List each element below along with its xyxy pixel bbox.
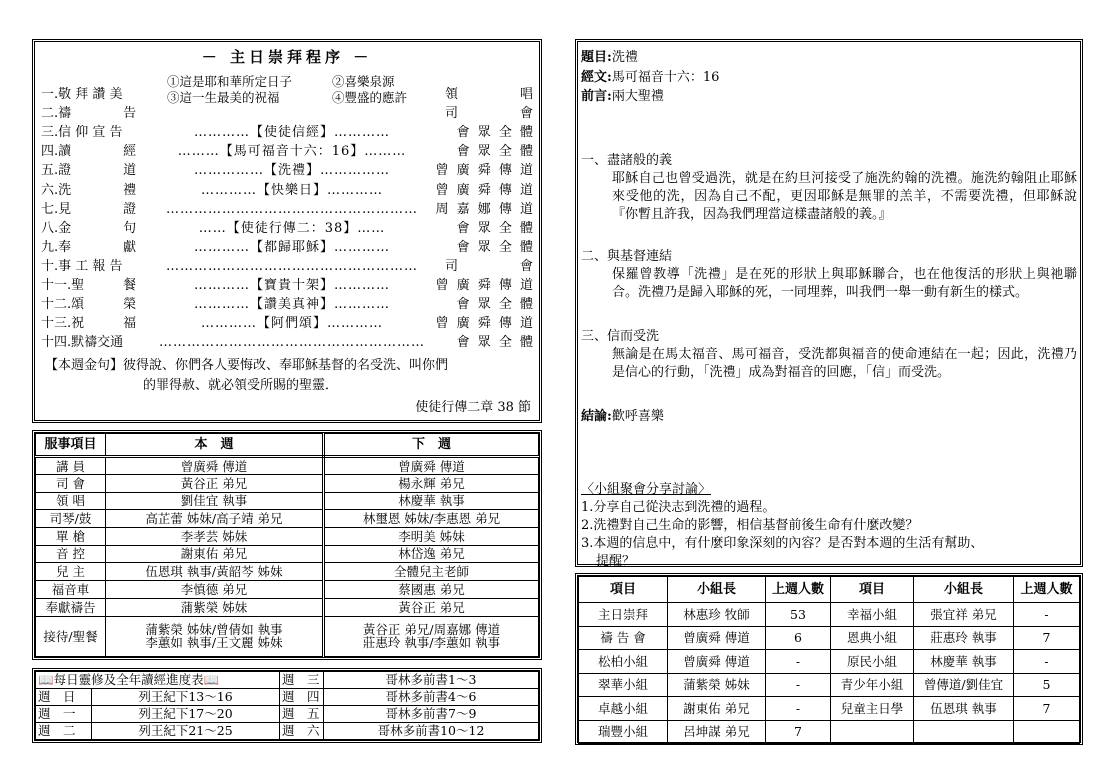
att-item: 翠華小組 [579, 673, 668, 697]
service-row [36, 492, 539, 510]
sermon-intro [581, 85, 664, 104]
service-item: 接待/聖餐 [36, 616, 106, 656]
reading-passage: 哥林多前書1～3 [324, 672, 539, 689]
order-leader: 司 會 [444, 258, 535, 274]
reading-table [35, 671, 539, 740]
service-item: 奉獻禱告 [36, 598, 106, 616]
att-count: 7 [1014, 626, 1080, 650]
sermon-conclusion [581, 405, 664, 424]
reading-passage: 列王紀下21～25 [92, 723, 280, 740]
att-leader: 謝東佑 弟兄 [668, 697, 766, 721]
attendance-table [578, 576, 1080, 744]
praise-song-2: ②喜樂泉源 [332, 74, 395, 89]
att-item: 禱 告 會 [579, 626, 668, 650]
service-next-week: 蔡國惠 弟兄 [324, 581, 539, 599]
att-count: - [766, 650, 831, 674]
att-count: - [766, 697, 831, 721]
att-item: 兒童主日學 [831, 697, 914, 721]
order-content: ……【使徒行傳二：38】…… [198, 220, 386, 236]
reception-this-week-2: 李蕙如 執事/王文麗 姊妹 [145, 635, 283, 651]
att-header-count-2: 上週人數 [1014, 577, 1080, 603]
service-row [36, 598, 539, 616]
order-leader: 會 眾 全 體 [456, 125, 535, 141]
att-leader: 曾廣舜 傳道 [668, 626, 766, 650]
attendance-box [575, 573, 1083, 745]
order-label: 一.敬 拜 讚 美 [41, 87, 123, 102]
order-label: 八.金 句 [41, 220, 137, 236]
reading-row [36, 723, 539, 740]
att-leader: 莊惠玲 執事 [914, 626, 1014, 650]
reading-plan [32, 668, 542, 743]
service-item: 司 會 [36, 474, 106, 492]
service-header-this-week: 本 週 [106, 434, 324, 457]
service-this-week: 謝東佑 弟兄 [106, 545, 324, 563]
att-leader: 張宜祥 弟兄 [914, 603, 1014, 627]
order-content: …………【都歸耶穌】………… [193, 239, 390, 255]
conclusion-value: 歡呼喜樂 [611, 409, 664, 424]
service-this-week: 李慎德 弟兄 [106, 581, 324, 599]
reading-day: 週 六 [280, 723, 324, 740]
question-2: 2.洗禮對自己生命的影響，相信基督前後生命有什麼改變？ [581, 518, 919, 533]
order-label: 十四.默禱交通 [41, 335, 124, 351]
att-leader: 蒲紫榮 姊妹 [668, 673, 766, 697]
order-leader: 曾 廣 舜 傳 道 [435, 316, 535, 332]
att-item: 青少年小組 [831, 673, 914, 697]
reading-passage: 哥林多前書4～6 [324, 689, 539, 706]
order-leader: 曾 廣 舜 傳 道 [435, 278, 535, 293]
att-header-leader: 小組長 [668, 577, 766, 603]
att-leader: 曾廣舜 傳道 [668, 650, 766, 674]
attendance-row [579, 603, 1080, 627]
service-item: 單 槍 [36, 528, 106, 546]
group-title: 〈小組聚會分享討論〉 [581, 482, 712, 497]
att-leader: 伍恩琪 執事 [914, 697, 1014, 721]
service-this-week: 蒲紫榮 姊妹 [106, 598, 324, 616]
att-leader: 曾傳道/劉佳宜 [914, 673, 1014, 697]
topic-label: 題目: [581, 50, 612, 65]
order-row [41, 314, 535, 333]
reading-passage: 列王紀下17～20 [92, 706, 280, 723]
reading-day: 週 三 [280, 672, 324, 689]
service-next-week: 黃谷正 弟兄 [324, 598, 539, 616]
reception-this-week-1: 蒲紫榮 姊妹/曾倩如 執事 [145, 622, 283, 638]
order-label: 六.洗 禮 [41, 182, 137, 198]
topic-value: 洗禮 [611, 50, 638, 65]
attendance-row [579, 697, 1080, 721]
service-next-week: 全體兒主老師 [324, 563, 539, 581]
praise-song-3: ③這一生最美的祝福 [167, 90, 280, 105]
order-content: ……………………………………………… [166, 258, 418, 274]
reading-day: 週 二 [36, 723, 92, 740]
point-3-body: 無論是在馬太福音、馬可福音，受洗都與福音的使命連結在一起；因此，洗禮乃是信心的行動，「洗禮」成為對福音的回應，「信」而受洗。 [612, 347, 1077, 380]
conclusion-label: 結論: [581, 409, 612, 424]
order-label: 七.見 證 [41, 201, 137, 217]
service-item: 領 唱 [36, 492, 106, 510]
reading-row [36, 672, 539, 689]
order-leader: 司 會 [444, 106, 535, 122]
reception-next-week-1: 黃谷正 弟兄/周嘉娜 傳道 [362, 622, 501, 638]
praise-song-1: ①這是耶和華所定日子 [167, 74, 293, 89]
service-this-week: 伍恩琪 執事/黃韶芩 姊妹 [106, 563, 324, 581]
order-row [41, 238, 535, 257]
order-content: ……………………………………………… [166, 201, 418, 217]
golden-verse-ref: 使徒行傳二章 38 節 [415, 400, 531, 415]
sermon-box [575, 39, 1083, 567]
reception-next-week-2: 莊惠玲 執事/李蕙如 執事 [362, 635, 501, 651]
service-this-week: 李孝芸 姊妹 [106, 528, 324, 546]
order-row [41, 276, 535, 295]
order-row [41, 295, 535, 314]
intro-label: 前言: [581, 89, 612, 104]
service-this-week: 黃谷正 弟兄 [106, 474, 324, 492]
reading-passage: 哥林多前書7～9 [324, 706, 539, 723]
service-this-week: 高芷蕾 姊妹/高子靖 弟兄 [106, 510, 324, 528]
order-leader: 會 眾 全 體 [456, 239, 535, 255]
attendance-row [579, 673, 1080, 697]
service-this-week: 曾廣舜 傳道 [106, 457, 324, 475]
service-row [36, 545, 539, 563]
order-label: 九.奉 獻 [41, 239, 137, 255]
att-leader [914, 720, 1014, 744]
order-row [41, 200, 535, 219]
sermon-point-1 [581, 152, 1077, 224]
service-next-week: 林岱逸 弟兄 [324, 545, 539, 563]
point-2-body: 保羅曾教導「洗禮」是在死的形狀上與耶穌聯合，也在他復活的形狀上與祂聯合。洗禮乃是歸入耶穌的死，一同埋葬，叫我們一舉一動有新生的樣式。 [612, 267, 1077, 300]
service-row [36, 510, 539, 528]
service-next-week: 楊永輝 弟兄 [324, 474, 539, 492]
order-label: 四.讀 經 [41, 144, 137, 160]
att-item: 瑞豐小組 [579, 720, 668, 744]
order-content: …………【快樂日】………… [200, 182, 383, 198]
order-row [41, 257, 535, 276]
point-2-heading: 二、與基督連結 [581, 249, 673, 264]
question-3-cont: 提醒？ [596, 554, 636, 569]
order-label: 三.信 仰 宣 告 [41, 125, 123, 141]
service-table [35, 433, 539, 657]
service-row [36, 457, 539, 475]
order-label: 五.證 道 [41, 163, 137, 179]
order-leader: 會 眾 全 體 [456, 144, 535, 160]
sermon-point-3 [581, 328, 1077, 382]
att-count: 7 [766, 720, 831, 744]
reading-day: 週 日 [36, 689, 92, 706]
sermon-scripture [581, 66, 719, 85]
reading-passage: 列王紀下13～16 [92, 689, 280, 706]
att-count: 5 [1014, 673, 1080, 697]
service-next-week: 林慶華 執事 [324, 492, 539, 510]
worship-title: － 主日崇拜程序 － [201, 48, 373, 66]
order-row [41, 85, 535, 104]
order-content: …………【使徒信經】………… [193, 125, 390, 141]
service-next-week: 曾廣舜 傳道 [324, 457, 539, 475]
att-item: 原民小組 [831, 650, 914, 674]
att-leader: 呂坤謀 弟兄 [668, 720, 766, 744]
order-row [41, 123, 535, 142]
point-3-heading: 三、信而受洗 [581, 329, 660, 344]
order-row [41, 333, 535, 352]
service-row [36, 528, 539, 546]
order-leader: 會 眾 全 體 [456, 335, 535, 351]
golden-verse-text: 彼得說、你們各人要悔改、奉耶穌基督的名受洗、叫你們 [123, 358, 449, 373]
order-content: ……………【洗禮】…………… [193, 163, 390, 179]
att-header-item-2: 項目 [831, 577, 914, 603]
intro-value: 兩大聖禮 [611, 89, 664, 104]
order-content: …………【阿們頌】………… [200, 316, 383, 332]
service-row [36, 581, 539, 599]
att-header-count: 上週人數 [766, 577, 831, 603]
order-content: ………………………………………………… [159, 335, 425, 351]
worship-order-box [32, 39, 542, 423]
order-content: ………【馬可福音十六：16】……… [177, 144, 407, 160]
point-1-heading: 一、盡諸般的義 [581, 153, 673, 168]
scripture-label: 經文: [581, 70, 612, 85]
service-next-week: 林璽恩 姊妹/李惠恩 弟兄 [324, 510, 539, 528]
att-item: 恩典小組 [831, 626, 914, 650]
question-3: 3.本週的信息中，有什麼印象深刻的內容？是否對本週的生活有幫助、 [581, 536, 984, 551]
service-header-item: 服事項目 [36, 434, 106, 457]
reading-passage: 哥林多前書10～12 [324, 723, 539, 740]
service-row [36, 474, 539, 492]
order-leader: 領 唱 [444, 87, 535, 102]
question-1: 1.分享自己從決志到洗禮的過程。 [581, 500, 776, 515]
service-schedule [32, 430, 542, 660]
order-label: 十一.聖 餐 [41, 278, 137, 293]
order-row [41, 161, 535, 180]
service-row [36, 563, 539, 581]
service-header-next-week: 下 週 [324, 434, 539, 457]
att-item [831, 720, 914, 744]
attendance-row [579, 720, 1080, 744]
order-leader: 曾 廣 舜 傳 道 [435, 182, 535, 198]
order-row [41, 219, 535, 238]
service-next-week: 李明美 姊妹 [324, 528, 539, 546]
att-count: 6 [766, 626, 831, 650]
order-leader: 會 眾 全 體 [456, 220, 535, 236]
golden-verse-line1 [45, 354, 448, 373]
order-leader: 會 眾 全 體 [456, 297, 535, 313]
service-item: 講 員 [36, 457, 106, 475]
order-content: …………【寶貴十架】………… [193, 278, 390, 293]
service-item: 兒 主 [36, 563, 106, 581]
att-count: 7 [1014, 697, 1080, 721]
scripture-value: 馬可福音十六：16 [611, 70, 720, 85]
order-label: 十.事 工 報 告 [41, 258, 123, 274]
att-item: 幸福小組 [831, 603, 914, 627]
attendance-row [579, 650, 1080, 674]
service-item: 福音車 [36, 581, 106, 599]
reading-day: 週 四 [280, 689, 324, 706]
att-count: 53 [766, 603, 831, 627]
att-header-item: 項目 [579, 577, 668, 603]
reading-title: 📖每日靈修及全年讀經進度表📖 [36, 672, 280, 689]
order-label: 十三.祝 福 [41, 316, 137, 332]
att-count: - [1014, 603, 1080, 627]
service-item: 音 控 [36, 545, 106, 563]
order-leader: 周 嘉 娜 傳 道 [435, 201, 535, 217]
att-count [1014, 720, 1080, 744]
reading-day: 週 一 [36, 706, 92, 723]
service-next-week [324, 616, 539, 656]
order-content: …………【讚美真神】………… [193, 297, 390, 313]
att-count: - [766, 673, 831, 697]
service-item: 司琴/鼓 [36, 510, 106, 528]
att-count: - [1014, 650, 1080, 674]
att-leader: 林慶華 執事 [914, 650, 1014, 674]
reading-day: 週 五 [280, 706, 324, 723]
order-row [41, 181, 535, 200]
att-item: 松柏小組 [579, 650, 668, 674]
reading-row [36, 706, 539, 723]
attendance-row [579, 626, 1080, 650]
golden-verse-line2: 的罪得赦、就必領受所賜的聖靈． [143, 378, 339, 393]
order-row [41, 142, 535, 161]
sermon-topic [581, 46, 638, 65]
reading-row [36, 689, 539, 706]
att-item: 主日崇拜 [579, 603, 668, 627]
point-1-body: 耶穌自己也曾受過洗，就是在約旦河接受了施洗約翰的洗禮。施洗約翰阻止耶穌來受他的洗，因為自己不配，更因耶穌是無罪的羔羊，不需要洗禮，但耶穌說『你暫且許我，因為我們理當這樣盡諸般的義。』 [612, 171, 1077, 222]
order-label: 二.禱 告 [41, 106, 137, 122]
praise-song-4: ④豐盛的應許 [332, 90, 408, 105]
order-leader: 曾 廣 舜 傳 道 [435, 163, 535, 179]
order-label: 十二.頌 榮 [41, 297, 137, 313]
golden-verse-label: 【本週金句】 [45, 358, 124, 373]
service-this-week: 劉佳宜 執事 [106, 492, 324, 510]
service-this-week [106, 616, 324, 656]
sermon-point-2 [581, 248, 1077, 302]
att-header-leader-2: 小組長 [914, 577, 1014, 603]
att-leader: 林惠珍 牧師 [668, 603, 766, 627]
order-row [41, 104, 535, 123]
att-item: 卓越小組 [579, 697, 668, 721]
